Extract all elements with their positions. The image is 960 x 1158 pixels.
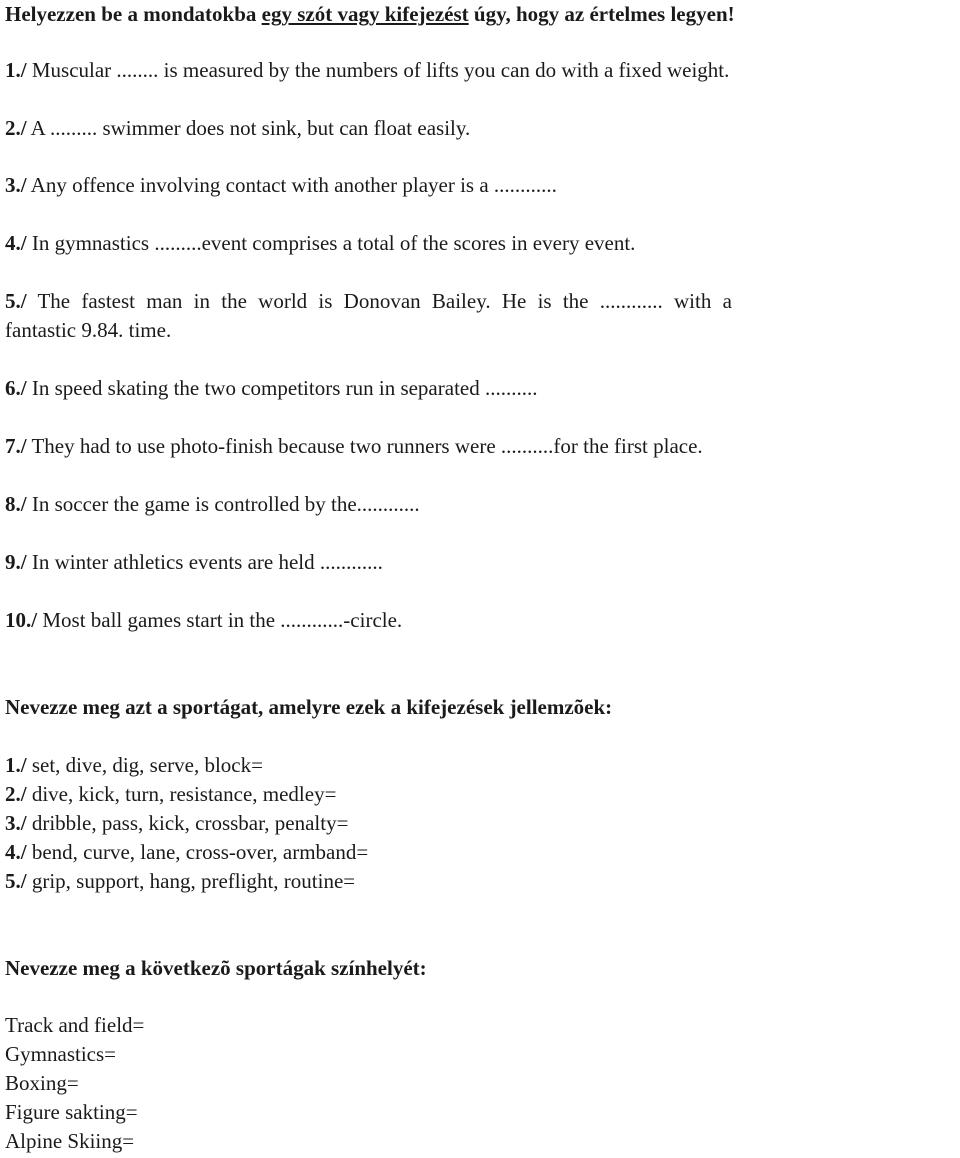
- item-text: grip, support, hang, preflight, routine=: [26, 869, 356, 893]
- exercise1-item-1: [5, 57, 729, 83]
- item-text: Most ball games start in the ............-circle.: [37, 608, 403, 632]
- instruction-title: [5, 1, 735, 27]
- exercise3-item-1: Track and field=: [5, 1013, 145, 1037]
- exercise2-item-5: [5, 868, 355, 894]
- item-number: 2./: [5, 116, 27, 140]
- exercise1-item-9: [5, 549, 383, 575]
- item-number: 10./: [5, 608, 38, 632]
- item-number: 3./: [5, 811, 27, 835]
- item-text: dive, kick, turn, resistance, medley=: [26, 782, 337, 806]
- exercise3-item-3: Boxing=: [5, 1071, 79, 1095]
- exercise3-item-5: Alpine Skiing=: [5, 1129, 135, 1153]
- item-text: The fastest man in the world is Donovan Bailey. He is the ............ with a: [26, 289, 732, 313]
- exercise1-item-2: [5, 115, 470, 141]
- item-number: 1./: [5, 58, 27, 82]
- item-number: 5./: [5, 289, 27, 313]
- item-number: 5./: [5, 869, 27, 893]
- item-number: 9./: [5, 550, 27, 574]
- item-number: 3./: [5, 173, 27, 197]
- item-number: 1./: [5, 753, 27, 777]
- item-text: They had to use photo-finish because two runners were ..........for the first place.: [26, 434, 703, 458]
- item-text: bend, curve, lane, cross-over, armband=: [26, 840, 369, 864]
- instruction-title-underlined: egy szót vagy kifejezést: [261, 2, 469, 26]
- exercise3-item-4: Figure sakting=: [5, 1100, 138, 1124]
- exercise1-item-4: [5, 230, 635, 256]
- item-text: Any offence involving contact with another player is a ............: [26, 173, 557, 197]
- exercise2-item-1: [5, 752, 263, 778]
- exercise3-item-2: Gymnastics=: [5, 1042, 116, 1066]
- exercise3-title: Nevezze meg a következõ sportágak színhelyét:: [5, 956, 427, 980]
- item-text: set, dive, dig, serve, block=: [26, 753, 263, 777]
- item-number: 7./: [5, 434, 27, 458]
- item-number: 4./: [5, 231, 27, 255]
- exercise1-item-7: [5, 433, 703, 459]
- exercise1-item-8: [5, 491, 420, 517]
- exercise1-item-10: [5, 607, 402, 633]
- exercise1-item-5: [5, 288, 732, 314]
- item-text: In winter athletics events are held ............: [26, 550, 383, 574]
- item-text: In speed skating the two competitors run in separated ..........: [26, 376, 538, 400]
- exercise1-item-3: [5, 172, 557, 198]
- exercise2-item-2: [5, 781, 336, 807]
- exercise2-item-3: [5, 810, 348, 836]
- item-number: 6./: [5, 376, 27, 400]
- item-number: 2./: [5, 782, 27, 806]
- exercise2-item-4: [5, 839, 368, 865]
- instruction-title-pre: Helyezzen be a mondatokba: [5, 2, 262, 26]
- instruction-title-post: úgy, hogy az értelmes legyen!: [468, 2, 735, 26]
- item-text: In gymnastics .........event comprises a total of the scores in every event.: [26, 231, 636, 255]
- item-number: 8./: [5, 492, 27, 516]
- item-number: 4./: [5, 840, 27, 864]
- item-text: Muscular ........ is measured by the numbers of lifts you can do with a fixed weight.: [26, 58, 730, 82]
- item-text: In soccer the game is controlled by the............: [26, 492, 420, 516]
- exercise1-item-6: [5, 375, 537, 401]
- item-text: A ......... swimmer does not sink, but can float easily.: [26, 116, 471, 140]
- item-text: dribble, pass, kick, crossbar, penalty=: [26, 811, 349, 835]
- exercise1-item-5-continuation: fantastic 9.84. time.: [5, 318, 172, 342]
- exercise2-title: Nevezze meg azt a sportágat, amelyre ezek a kifejezések jellemzõek:: [5, 695, 613, 719]
